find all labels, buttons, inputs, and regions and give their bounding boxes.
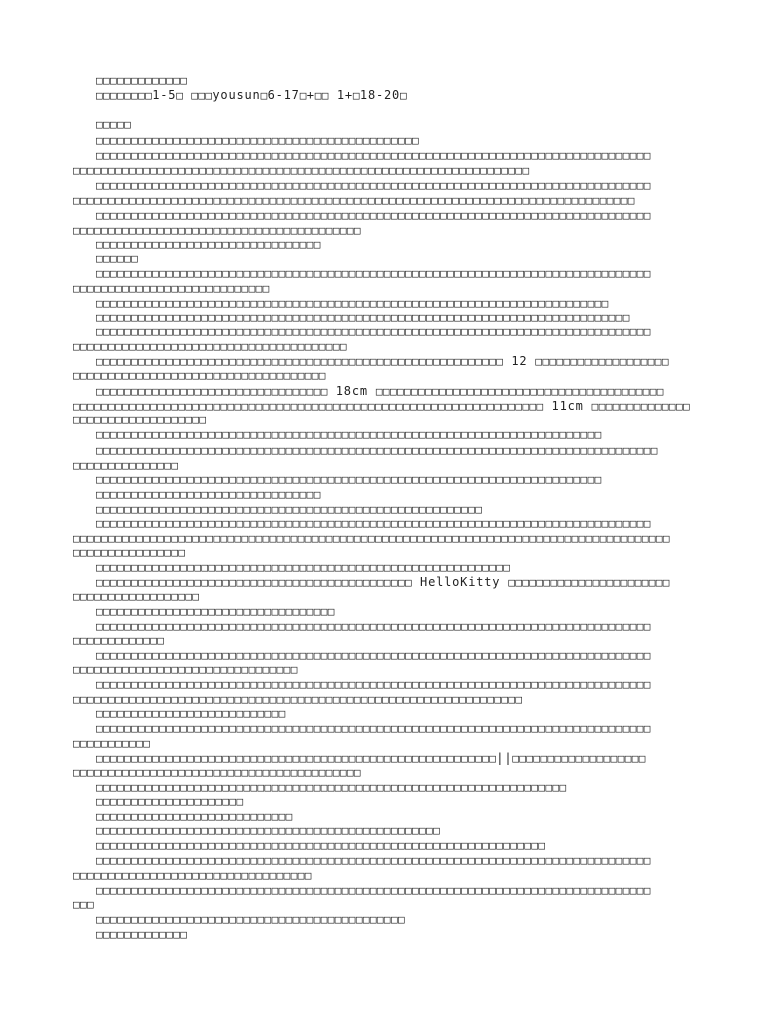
text-line xyxy=(96,795,243,809)
text-line xyxy=(96,444,658,458)
unrendered-glyphs: □□□□□□□□□□□□□□□ xyxy=(73,459,179,472)
text-line xyxy=(73,590,199,604)
text-line xyxy=(96,118,131,132)
unrendered-glyphs: □□□□□□□□□□□□□□ xyxy=(591,400,690,413)
unrendered-glyphs: □□□□□□□□□□□□□□□□□□□□□□□□□□□□□□□□□ xyxy=(96,385,328,398)
latin-text: 18cm xyxy=(327,384,376,398)
text-line xyxy=(73,340,347,354)
unrendered-glyphs: □□□□□□□□□□□□□□□□□□□□□□□□□□□□□□□□□□□□□□□□□□□□□□□□□□□□□□□□□□□□□□□□□□□□□□□□□□□□□□□ xyxy=(96,517,651,530)
unrendered-glyphs: □□□□□□□□□□□□□□□□□□□□□□□□□□□□□□□□□□□□□□□□□□□□□□□□□□□□□□□□□□□□□□□□□□□□□□□□□□□□□□□ xyxy=(96,722,651,735)
unrendered-glyphs: □□□□□□□□□□□□□□□□□□□ xyxy=(73,413,207,426)
text-line xyxy=(96,678,651,692)
unrendered-glyphs: □□□□□□□□□□□□□ xyxy=(73,634,165,647)
unrendered-glyphs: □□□□□□□□□□□□□□□□□□□□□□□□□□□□□□□□□□□□□□□□□□□□□□□□□□□□□□□□□□□□□□□□□□□□□□□□□□□□□□□ xyxy=(96,267,651,280)
text-line xyxy=(96,488,321,502)
unrendered-glyphs: □□□□□□□□□□□□□□□□□□□ xyxy=(512,752,646,765)
unrendered-glyphs: □□□□□ xyxy=(96,118,132,131)
unrendered-glyphs: □□□□□□□□□□□□□□□□□□□□□□□□□□□□□□□□□□□□□□□ xyxy=(73,340,347,353)
text-line xyxy=(96,928,187,942)
unrendered-glyphs: □□□□□□□□□□□□□□□□□□□□□□□□□□□□□□□□□□□□□□□□□□□□□ xyxy=(96,576,413,589)
text-line xyxy=(73,693,522,707)
text-line xyxy=(96,810,293,824)
unrendered-glyphs: □□□□□□□□□□□□□□□□□□□□□□□□□□□□□□□□□□□□□□□□□□□□□□□□□□□□□□□□□□□□□□□□□ xyxy=(73,164,530,177)
text-line xyxy=(73,634,164,648)
unrendered-glyphs: □□□□□□□□□□□□□□□□□□□□□□□□□□□□□□□□□□ xyxy=(73,869,312,882)
text-line xyxy=(96,428,602,442)
unrendered-glyphs: □□□□□□□□□□□□□□□□□□□□□□□□□□□□□□□□□□□□□□□□□□□□□□□□□□□□□□□□□□□□□□□□□□□□□□□□ xyxy=(96,428,602,441)
text-line xyxy=(73,737,150,751)
unrendered-glyphs: □□□□□□□□□□□□□□□□□□□□□□□□□□□□□□□□ xyxy=(96,488,321,501)
unrendered-glyphs: □□□ xyxy=(191,89,213,102)
unrendered-glyphs: □□□ xyxy=(73,898,95,911)
text-line xyxy=(96,824,440,838)
unrendered-glyphs: □□□□□□ xyxy=(96,252,139,265)
unrendered-glyphs: □□□□□□□□□□□□□□□□ xyxy=(73,546,186,559)
unrendered-glyphs: □□□□□□□□□□□□□□□□□□□□□□□ xyxy=(508,576,670,589)
text-line xyxy=(96,561,510,575)
unrendered-glyphs: □□□□□□□□□□□□□□□□□□□□□□□□□□□□□□□□□□ xyxy=(96,605,335,618)
text-line xyxy=(96,238,321,252)
unrendered-glyphs: □□□□□□□□□□□□□□□□□□□□□□□□□□□□□□□□□□□□□□□□□ xyxy=(375,385,664,398)
unrendered-glyphs: □□□□□□□□□□□□□□□□□□□□□□□□□□□□□□□□□□□□□□□□□□□□□□□□□□□□□□□□□□ xyxy=(96,355,504,368)
text-line xyxy=(73,869,312,883)
text-line xyxy=(96,179,651,193)
latin-text: || xyxy=(496,751,513,765)
unrendered-glyphs: □□□□□□□□□□□□□□□□□□□□□□□□□□□□□□□□ xyxy=(96,238,321,251)
text-line xyxy=(73,413,206,427)
text-line xyxy=(73,663,298,677)
latin-text: 6-17 xyxy=(267,88,300,102)
unrendered-glyphs: □□□□□□□□□□□□□□□□□□□□□□□□□□□□□□□□□□□□□□□□□□□□□□□□□□□□□□□□□□□□□□□□□□□□□□□□□□□□□□□ xyxy=(96,884,651,897)
latin-text: 1-5 xyxy=(152,88,177,102)
text-line xyxy=(96,267,651,281)
text-line xyxy=(96,839,545,853)
unrendered-glyphs: □□□□□□□□□□□□□□□□□□□□□□□□□□□□□□□□□□□□□□□□□□□□□□□□□□□□□□□□□□□□□□□□□□□□□□□□□□□□□□□ xyxy=(96,209,651,222)
text-line xyxy=(73,224,361,238)
unrendered-glyphs: □□□□□□□□□□□□□□□□□□□□□□□□□□□□□□□□□□□□□□□□□□□□□□□□□□□□□□□□□□□ xyxy=(96,561,511,574)
text-line xyxy=(96,649,651,663)
unrendered-glyphs: □ xyxy=(176,89,184,102)
unrendered-glyphs: □□□□□□□□□□□□□□□□□□□□□□□□□□□□□□□□□□□□ xyxy=(73,369,326,382)
unrendered-glyphs: □□□□□□□□□□□□□□□□□□□ xyxy=(535,355,669,368)
text-line xyxy=(96,605,335,619)
text-line xyxy=(96,354,669,369)
unrendered-glyphs: □ xyxy=(260,89,268,102)
text-line xyxy=(96,88,407,103)
text-line xyxy=(96,134,419,148)
unrendered-glyphs: □□□□□□□□□□□□□□□□□□□□□□□□□□□□□□□□□□□□□□□□□□□□□□□□□□□□□□□□□□□□□□□□□□□□□□□□□□□□ xyxy=(96,311,630,324)
unrendered-glyphs: □□□□□□□□□□□□□□□□□□□□□□□□□□□□□□□□□□□□□□□□□□□□□□□□□□□□□□□□□□□□□□□□ xyxy=(73,693,523,706)
latin-text: 12 xyxy=(503,354,536,368)
text-line xyxy=(96,311,630,325)
unrendered-glyphs: □□□□□□□□□□□□□□□□□□□□□□□□□□□□□□□□□□□□□□□□□□□□□□□□□□□□□□□□□□□□□□□□□□□□□□□□□□□□□□□□ xyxy=(73,194,635,207)
unrendered-glyphs: □□□□□□□□□□□□□□□□□□□□□□□□□□□□□□□□□□□□□□□□□□□□□□□□□□□□□□□□□□□□□□□□□□□□□□□□ xyxy=(96,473,602,486)
unrendered-glyphs: □□□□□□□□□□□ xyxy=(73,737,151,750)
text-line xyxy=(73,164,529,178)
unrendered-glyphs: □□□□□□□□□□□□□□□□□□□□□□□□□□□□□□□□□□□□□□□□□□□□□□□□□□□□□□□□□□□□□□□□□□□□□□□□□□□□□□□□ xyxy=(96,444,658,457)
unrendered-glyphs: □□□□□□□□□□□□□□□□□□□□□□□□□□□□□□□□□□□□□□□□□□□□□□□□□□□□□□□□□ xyxy=(96,752,497,765)
unrendered-glyphs: □□□□□□□□□□□□□□□□□□□□□□□□□□□□□□□□□□□□□□□□□□□□□□□□□□□□□□□□□□□□□□□□□□□□□□□□□ xyxy=(96,297,609,310)
unrendered-glyphs: □□□□□□□□□□□□□□□□□□□□□□□□□□□□□□□□□□□□□□□□□□□□□□□□□□□□□□□□□□□□□□□□ xyxy=(96,839,546,852)
unrendered-glyphs: □□□□□□□□□□□□□□□□□□□□□□□□□□□□□□□□ xyxy=(73,663,298,676)
unrendered-glyphs: □□□□□□□□□□□□□□□□□□□□□□□□□□□□□□□□□□□□□□□□□□□□ xyxy=(96,913,405,926)
text-line xyxy=(73,766,361,780)
unrendered-glyphs: □□□□□□□□□□□□□□□□□□□□□□□□□□□ xyxy=(96,707,286,720)
unrendered-glyphs: □□□□□□□□□□□□□□□□□□□□□□□□□□□□ xyxy=(96,810,293,823)
text-line xyxy=(96,707,286,721)
unrendered-glyphs: □□□□□□□□□□□□□□□□□□□□□□□□□□□□□□□□□□□□□□□□□□□□□□□□□□□□□□□ xyxy=(96,503,483,516)
text-line xyxy=(73,369,326,383)
unrendered-glyphs: □□□□□□□□□□□□□ xyxy=(96,74,188,87)
unrendered-glyphs: □ xyxy=(352,89,360,102)
unrendered-glyphs: □□ xyxy=(314,89,329,102)
text-line xyxy=(96,751,646,766)
text-line xyxy=(96,575,670,590)
text-line xyxy=(96,473,602,487)
unrendered-glyphs: □□□□□□□□□□□□□□□□□□□□□□□□□□□□□□□□□□□□□□□□□□□□□□□□□□□□□□□□□□□□□□□□□□□□□□□□□□□□□□□ xyxy=(96,620,651,633)
unrendered-glyphs: □□□□□□□□□□□□□□□□□□□□□□□□□□□□□□□□□□□□□□□□□□□□□□□□□□□□□□□□□□□□□□□□□□□□□□□□□□□□□□□ xyxy=(96,179,651,192)
unrendered-glyphs: □□□□□□□□□□□□□□□□□□□□□□□□□□□□□□□□□□□□□□□□□□□□□□ xyxy=(96,134,420,147)
unrendered-glyphs: □ xyxy=(299,89,307,102)
text-line xyxy=(96,325,651,339)
unrendered-glyphs: □ xyxy=(400,89,408,102)
unrendered-glyphs: □□□□□□□□□□□□□□□□□□□□□□□□□□□□□□□□□□□□□□□□□□□□□□□□□□□□□□□□□□□□□□□□□□□ xyxy=(96,781,567,794)
text-line xyxy=(96,252,138,266)
unrendered-glyphs: □□□□□□□□□□□□□□□□□□□□□□□□□□□□□□□□□□□□□□□□□ xyxy=(73,224,361,237)
unrendered-glyphs: □□□□□□□□□□□□□□□□□□□□□□□□□□□□□□□□□□□□□□□□□□□□□□□□□□□□□□□□□□□□□□□□□□□□□□□□□□□□□□□ xyxy=(96,649,651,662)
unrendered-glyphs: □□□□□□□□ xyxy=(96,89,153,102)
text-line xyxy=(96,781,567,795)
unrendered-glyphs: □□□□□□□□□□□□□□□□□□□□□□□□□□□□□□□□□□□□□□□□□□□□□□□□□□□□□□□□□□□□□□□□□□□□□□□□□□□□□□□ xyxy=(96,854,651,867)
unrendered-glyphs: □□□□□□□□□□□□□□□□□□□□□□□□□□□□□□□□□□□□□□□□□□□□□□□□□□□□□□□□□□□□□□□□□□□ xyxy=(73,400,544,413)
text-line xyxy=(96,517,651,531)
latin-text: yousun xyxy=(212,88,261,102)
unrendered-glyphs: □□□□□□□□□□□□□□□□□□□□□ xyxy=(96,795,244,808)
unrendered-glyphs: □□□□□□□□□□□□□□□□□□□□□□□□□□□□□□□□□□□□□□□□□ xyxy=(73,766,361,779)
text-line xyxy=(96,297,609,311)
latin-text: 1+ xyxy=(328,88,353,102)
text-line xyxy=(96,620,651,634)
latin-text: 18-20 xyxy=(359,88,401,102)
text-line xyxy=(73,898,94,912)
text-line xyxy=(73,532,670,546)
unrendered-glyphs: □□□□□□□□□□□□□□□□□□□□□□□□□□□□□□□□□□□□□□□□□□□□□□□□□□□□□□□□□□□□□□□□□□□□□□□□□□□□□□□ xyxy=(96,149,651,162)
text-line xyxy=(96,503,482,517)
unrendered-glyphs: □□□□□□□□□□□□□ xyxy=(96,928,188,941)
text-line xyxy=(96,884,651,898)
text-line xyxy=(73,399,690,414)
latin-text: HelloKitty xyxy=(412,575,509,589)
text-line xyxy=(96,722,651,736)
unrendered-glyphs: □□□□□□□□□□□□□□□□□□□□□□□□□□□□□□□□□□□□□□□□□□□□□□□□□ xyxy=(96,824,441,837)
text-line xyxy=(73,459,178,473)
text-line xyxy=(96,209,651,223)
unrendered-glyphs: □□□□□□□□□□□□□□□□□□□□□□□□□□□□□□□□□□□□□□□□□□□□□□□□□□□□□□□□□□□□□□□□□□□□□□□□□□□□□□□□□□□□□ xyxy=(73,532,670,545)
text-line xyxy=(73,282,270,296)
text-line xyxy=(96,384,664,399)
unrendered-glyphs: □□□□□□□□□□□□□□□□□□□□□□□□□□□□ xyxy=(73,282,270,295)
text-line xyxy=(73,194,635,208)
text-line xyxy=(73,546,185,560)
unrendered-glyphs: □□□□□□□□□□□□□□□□□□□□□□□□□□□□□□□□□□□□□□□□□□□□□□□□□□□□□□□□□□□□□□□□□□□□□□□□□□□□□□□ xyxy=(96,325,651,338)
latin-text: 11cm xyxy=(543,399,592,413)
text-line xyxy=(96,74,187,88)
latin-text: + xyxy=(306,88,315,102)
unrendered-glyphs: □□□□□□□□□□□□□□□□□□□□□□□□□□□□□□□□□□□□□□□□□□□□□□□□□□□□□□□□□□□□□□□□□□□□□□□□□□□□□□□ xyxy=(96,678,651,691)
text-line xyxy=(96,149,651,163)
text-line xyxy=(96,854,651,868)
text-line xyxy=(96,913,405,927)
unrendered-glyphs: □□□□□□□□□□□□□□□□□□ xyxy=(73,590,200,603)
